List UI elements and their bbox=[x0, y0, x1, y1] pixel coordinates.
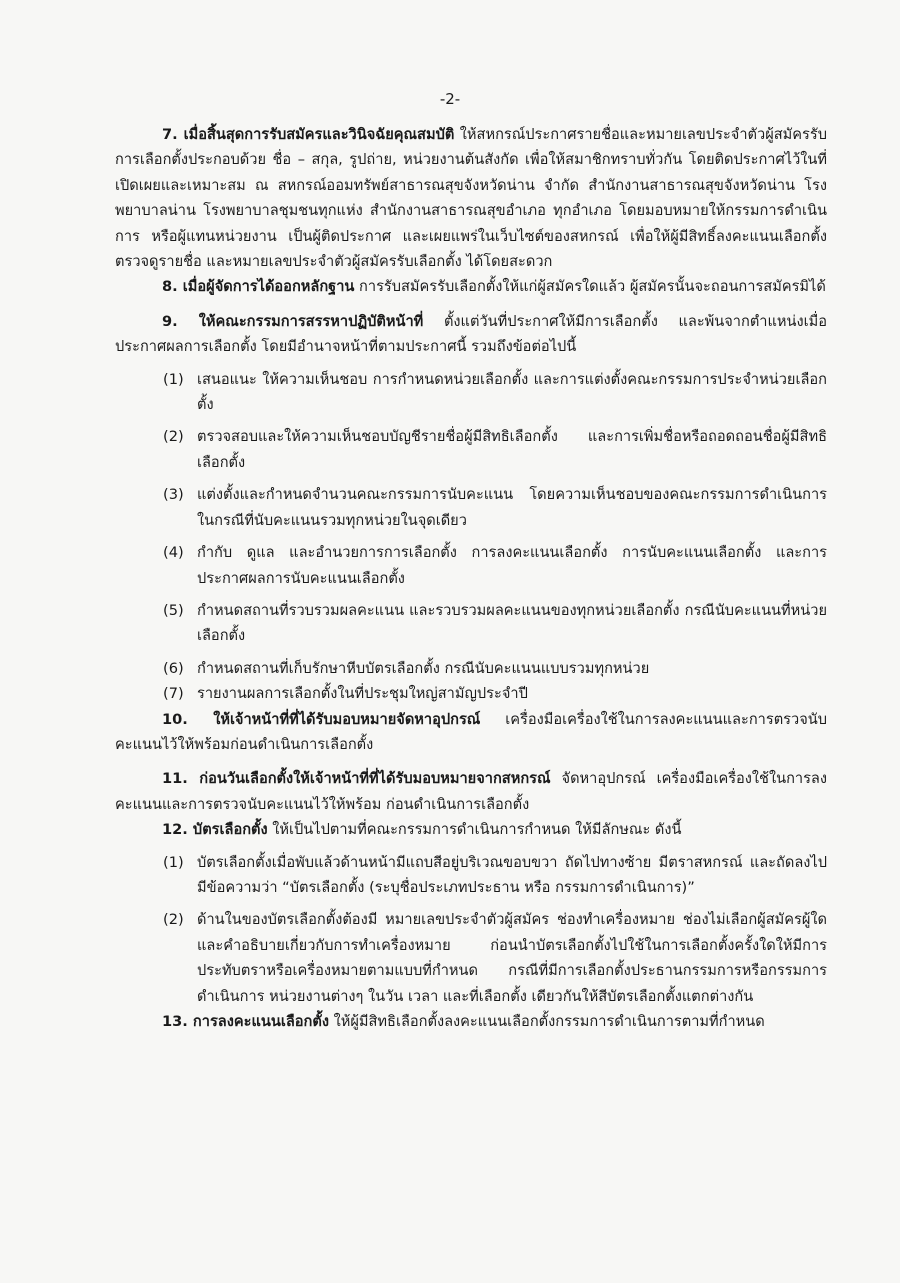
clause-8 bbox=[115, 274, 827, 299]
sub-item-number: (1) bbox=[163, 370, 184, 388]
sub-item bbox=[115, 424, 827, 475]
clause-text: ให้ผู้มีสิทธิเลือกตั้งลงคะแนนเลือกตั้งกรรมการดำเนินการตามที่กำหนด bbox=[328, 1013, 765, 1030]
sub-item bbox=[115, 850, 827, 901]
sub-item bbox=[115, 367, 827, 418]
sub-item-text: กำหนดสถานที่รวบรวมผลคะแนน และรวบรวมผลคะแนนของทุกหน่วยเลือกตั้ง กรณีนับคะแนนที่หน่วยเลือกตั้ง bbox=[197, 601, 827, 645]
sub-item-number: (1) bbox=[163, 853, 184, 871]
clause-heading: 9. ให้คณะกรรมการสรรหาปฏิบัติหน้าที่ bbox=[162, 312, 424, 330]
sub-item-text: ด้านในของบัตรเลือกตั้งต้องมี หมายเลขประจำตัวผู้สมัคร ช่องทำเครื่องหมาย ช่องไม่เลือกผู้สมัครผู้ใด และคำอธิบายเกี่ยวกับการทำเครื่องหมาย ก่อนนำบัตรเลือกตั้งไปใช้ในการเลือกตั้งครั้งใดให้มีการประทับตราหรือเครื่องหมายตามแบบที่กำหนด กรณีที่มีการเลือกตั้งประธานกรรมการหรือกรรมการดำเนินการ หน่วยงานต่างๆ ในวัน เวลา และที่เลือกตั้ง เดียวกันให้สีบัตรเลือกตั้งแตกต่างกัน bbox=[197, 911, 827, 1005]
sub-item-number: (4) bbox=[163, 544, 184, 562]
sub-item-text: แต่งตั้งและกำหนดจำนวนคณะกรรมการนับคะแนน โดยความเห็นชอบของคณะกรรมการดำเนินการ ในกรณีที่นับคะแนนรวมทุกหน่วยในจุดเดียว bbox=[197, 486, 827, 529]
clause-heading: 7. เมื่อสิ้นสุดการรับสมัครและวินิจฉัยคุณสมบัติ bbox=[162, 126, 455, 143]
clause-text: การรับสมัครรับเลือกตั้งให้แก่ผู้สมัครใดแล้ว ผู้สมัครนั้นจะถอนการสมัครมิได้ bbox=[354, 278, 826, 296]
clause-12-subitems bbox=[115, 850, 827, 1009]
sub-item-number: (2) bbox=[163, 428, 184, 446]
clause-heading: 12. บัตรเลือกตั้ง bbox=[162, 821, 268, 839]
clause-text: ให้สหกรณ์ประกาศรายชื่อและหมายเลขประจำตัวผู้สมัครรับการเลือกตั้งประกอบด้วย ชื่อ – สกุล, รูปถ่าย, หน่วยงานต้นสังกัด เพื่อให้สมาชิกทราบทั่วกัน โดยติดประกาศไว้ในที่เปิดเผยและเหมาะสม ณ สหกรณ์ออมทรัพย์สาธารณสุขจังหวัดน่าน จำกัด สำนักงานสาธารณสุขจังหวัดน่าน โรงพยาบาลน่าน โรงพยาบาลชุมชนทุกแห่ง สำนักงานสาธารณสุขอำเภอ ทุกอำเภอ โดยมอบหมายให้กรรมการดำเนินการ หรือผู้แทนหน่วยงาน เป็นผู้ติดประกาศ และเผยแพร่ในเว็บไซต์ของสหกรณ์ เพื่อให้ผู้มีสิทธิ์ลงคะแนนเลือกตั้งตรวจดูรายชื่อ และหมายเลขประจำตัวผู้สมัครรับเลือกตั้ง ได้โดยสะดวก bbox=[115, 126, 827, 271]
sub-item-text: ตรวจสอบและให้ความเห็นชอบบัญชีรายชื่อผู้มีสิทธิเลือกตั้ง และการเพิ่มชื่อหรือถอดถอนชื่อผู้มีสิทธิเลือกตั้ง bbox=[197, 428, 827, 471]
sub-item-text: บัตรเลือกตั้งเมื่อพับแล้วด้านหน้ามีแถบสีอยู่บริเวณขอบขวา ถัดไปทางซ้าย มีตราสหกรณ์ และถัดลงไปมีข้อความว่า “บัตรเลือกตั้ง (ระบุชื่อประเภทประธาน หรือ กรรมการดำเนินการ)” bbox=[197, 853, 827, 896]
clause-text: เครื่องมือเครื่องใช้ในการลงคะแนนและการตรวจนับคะแนนไว้ให้พร้อมก่อนดำเนินการเลือกตั้ง bbox=[115, 710, 827, 753]
sub-item-text: กำหนดสถานที่เก็บรักษาหีบบัตรเลือกตั้ง กรณีนับคะแนนแบบรวมทุกหน่วย bbox=[197, 659, 650, 677]
sub-item bbox=[115, 656, 827, 681]
clause-13 bbox=[115, 1009, 827, 1034]
sub-item-number: (6) bbox=[163, 659, 184, 677]
sub-item-number: (5) bbox=[163, 601, 184, 619]
sub-item-number: (3) bbox=[163, 486, 184, 504]
sub-item bbox=[115, 598, 827, 649]
sub-item bbox=[115, 681, 827, 706]
sub-item-text: รายงานผลการเลือกตั้งในที่ประชุมใหญ่สามัญประจำปี bbox=[197, 685, 528, 703]
clause-11 bbox=[115, 766, 827, 817]
clause-9 bbox=[115, 309, 827, 360]
clause-7 bbox=[115, 122, 827, 274]
clause-text: จัดหาอุปกรณ์ เครื่องมือเครื่องใช้ในการลงคะแนนและการตรวจนับคะแนนไว้ให้พร้อม ก่อนดำเนินการเลือกตั้ง bbox=[115, 770, 828, 813]
clause-10 bbox=[115, 707, 827, 758]
sub-item bbox=[115, 540, 827, 591]
clause-heading: 10. ให้เจ้าหน้าที่ที่ได้รับมอบหมายจัดหาอุปกรณ์ bbox=[162, 710, 481, 728]
clause-text: ให้เป็นไปตามที่คณะกรรมการดำเนินการกำหนด ให้มีลักษณะ ดังนี้ bbox=[267, 821, 682, 839]
sub-item bbox=[115, 482, 827, 533]
clause-heading: 8. เมื่อผู้จัดการได้ออกหลักฐาน bbox=[162, 278, 355, 296]
clause-heading: 11. ก่อนวันเลือกตั้งให้เจ้าหน้าที่ที่ได้รับมอบหมายจากสหกรณ์ bbox=[162, 770, 551, 788]
clause-12 bbox=[115, 817, 827, 842]
page-number: -2- bbox=[439, 90, 461, 108]
clause-heading: 13. การลงคะแนนเลือกตั้ง bbox=[162, 1013, 329, 1030]
sub-item bbox=[115, 907, 827, 1009]
sub-item-text: กำกับ ดูแล และอำนวยการการเลือกตั้ง การลงคะแนนเลือกตั้ง การนับคะแนนเลือกตั้ง และการประกาศผลการนับคะแนนเลือกตั้ง bbox=[197, 544, 827, 587]
clause-text: ตั้งแต่วันที่ประกาศให้มีการเลือกตั้ง และพ้นจากตำแหน่งเมื่อประกาศผลการเลือกตั้ง โดยมีอำนาจหน้าที่ตามประกาศนี้ รวมถึงข้อต่อไปนี้ bbox=[115, 312, 828, 356]
clause-9-subitems bbox=[115, 367, 827, 707]
sub-item-number: (2) bbox=[163, 911, 184, 929]
document-body bbox=[115, 122, 827, 1034]
sub-item-number: (7) bbox=[163, 685, 184, 703]
sub-item-text: เสนอแนะ ให้ความเห็นชอบ การกำหนดหน่วยเลือกตั้ง และการแต่งตั้งคณะกรรมการประจำหน่วยเลือกตั้ง bbox=[197, 370, 827, 414]
